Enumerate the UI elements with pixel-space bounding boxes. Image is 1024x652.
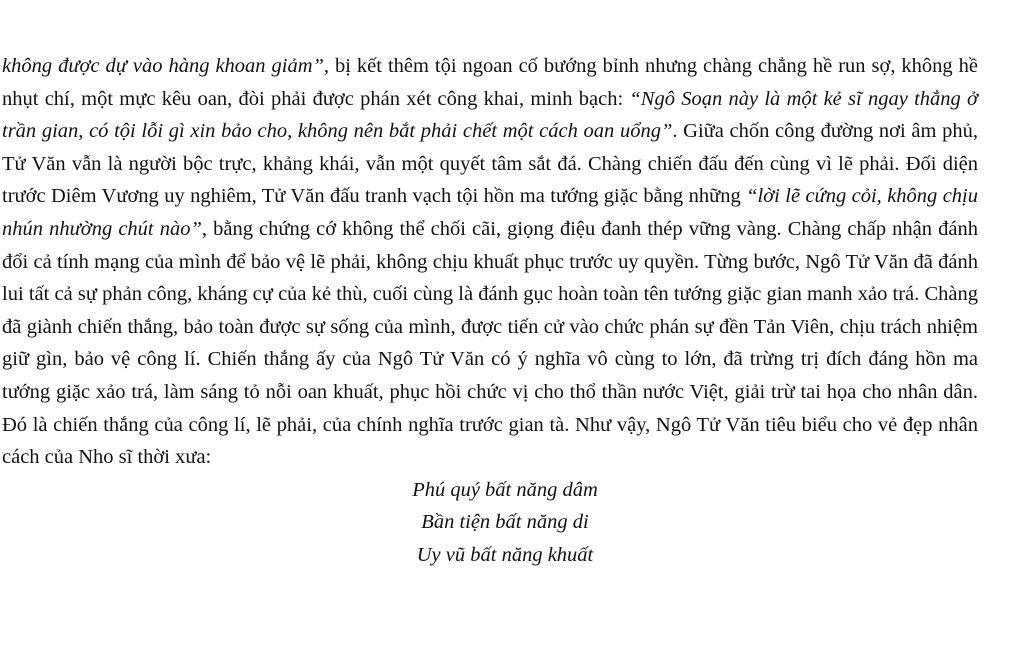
body-paragraph xyxy=(2,50,978,474)
quote-text: không được dự vào hàng khoan giảm” xyxy=(2,55,324,77)
quote-text: “Ngô Soạn này là một kẻ sĩ ngay thẳng ở trần gian, có tội lỗi gì xin bảo cho, không nên bắt phải chết một cách oan uổng” xyxy=(2,87,978,143)
poem-block xyxy=(2,474,978,572)
poem-line: Uy vũ bất năng khuất xyxy=(416,543,594,566)
body-text: . Giữa chốn công đường nơi âm phủ, Tử Văn vẫn là người bộc trực, khảng khái, vẫn một quyết tâm sắt đá. Chàng chiến đấu đến cùng vì lẽ phải. Đối diện trước Diêm Vương uy nghiêm, Tử Văn đấu tranh vạch tội hồn ma tướng giặc bằng những xyxy=(2,120,978,208)
body-text: , bằng chứng cớ không thể chối cãi, giọng điệu đanh thép vững vàng. Chàng chấp nhận đánh đổi cả tính mạng của mình để bảo vệ lẽ phải, không chịu khuất phục trước uy quyền. Từng bước, Ngô Tử Văn đã đánh lui tất cả sự phản công, kháng cự của kẻ thù, cuối cùng là đánh gục hoàn toàn tên tướng giặc gian manh xảo trá. Chàng đã giành chiến thắng, bảo toàn được sự sống của mình, được tiến cử vào chức phán sự đền Tản Viên, chịu trách nhiệm giữ gìn, bảo vệ công lí. Chiến thắng ấy của Ngô Tử Văn có ý nghĩa vô cùng to lớn, đã trừng trị đích đáng hồn ma tướng giặc xảo trá, làm sáng tỏ nỗi oan khuất, phục hồi chức vị cho thổ thần nước Việt, giải trừ tai họa cho nhân dân. Đó là chiến thắng của công lí, lẽ phải, của chính nghĩa trước gian tà. Như vậy, Ngô Tử Văn tiêu biểu cho vẻ đẹp nhân cách của Nho sĩ thời xưa: xyxy=(2,217,978,469)
quote-text: “lời lẽ cứng cỏi, không chịu nhún nhường chút nào” xyxy=(2,185,978,240)
poem-line: Phú quý bất năng dâm xyxy=(412,478,598,501)
body-text: , bị kết thêm tội ngoan cố bướng bỉnh nhưng chàng chẳng hề run sợ, không hề nhụt chí, một mực kêu oan, đòi phải được phán xét công khai, minh bạch: xyxy=(2,55,978,110)
poem-line: Bần tiện bất năng di xyxy=(421,511,589,534)
